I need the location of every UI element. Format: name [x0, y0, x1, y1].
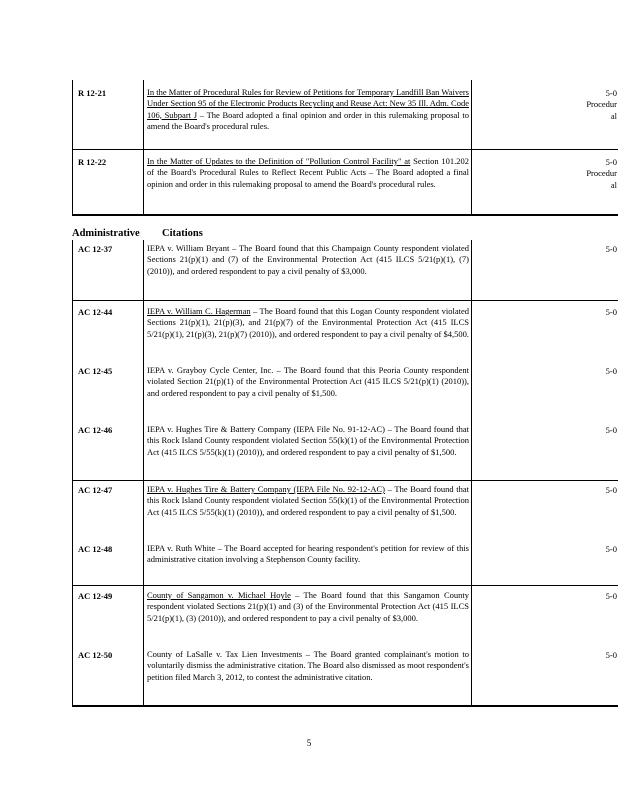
case-description	[147, 87, 469, 132]
section-heading-left: Administrative	[72, 228, 140, 239]
vote-cell	[547, 425, 617, 436]
vote-count: 5-0	[605, 157, 617, 167]
row-divider	[72, 480, 618, 481]
case-summary: – The Board found that this Logan County respondent violated Sections 21(p)(1), 21(p)(3), and 21(p)(7) of the Environmental Protection Act (415 ILCS 5/21(p)(1), 21(p)(3), 21(p)(7) (2010)), and ordered respondent to pay a civil penalty of $4,500.	[147, 306, 469, 339]
case-description	[147, 424, 469, 458]
vote-cell	[547, 591, 617, 602]
case-description	[147, 156, 469, 190]
row-divider	[72, 585, 618, 586]
vote-cell	[547, 544, 617, 555]
case-summary: IEPA v. William Bryant – The Board found that this Champaign County respondent violated Sections 21(p)(1) and (7) of the Environmental Protection Act (415 ILCS 5/21(p)(1), (7) (2010)), and ordered respondent to pay a civil penalty of $3,000.	[147, 243, 469, 276]
vote-count: 5-0	[605, 591, 617, 601]
vote-cell	[547, 307, 617, 318]
case-summary: – The Board found that this Rock Island County respondent violated Section 55(k)(1) of the Environmental Protection Act (415 ILCS 5/55(k)(1) (2010)), and ordered respondent to pay a civil penalty of $1,500.	[147, 484, 469, 517]
case-summary: IEPA v. Ruth White – The Board accepted for hearing respondent's petition for review of this administrative citation involving a Stephenson County facility.	[147, 543, 469, 565]
case-description	[147, 484, 469, 518]
case-caption: In the Matter of Procedural Rules for Review of Petitions for Temporary Landfill Ban Waivers Under Section 95 of the Electronic Products Recycling and Reuse Act: New 35 Ill. Adm. Code 106, Subpart J	[147, 87, 469, 120]
docket-number: AC 12-44	[78, 307, 113, 317]
vote-count: 5-0	[605, 544, 617, 554]
vote-cell	[547, 366, 617, 377]
case-caption: In the Matter of Updates to the Definition of "Pollution Control Facility" at	[147, 156, 411, 166]
vote-cell	[547, 244, 617, 255]
case-summary: IEPA v. Hughes Tire & Battery Company (IEPA File No. 91-12-AC) – The Board found that this Rock Island County respondent violated Section 55(k)(1) of the Environmental Protection Act (415 ILCS 5/55(k)(1) (2010)), and ordered respondent to pay a civil penalty of $1,500.	[147, 424, 469, 457]
docket-number: R 12-21	[78, 88, 107, 98]
vote-count: 5-0	[605, 650, 617, 660]
docket-number: R 12-22	[78, 157, 107, 167]
docket-number: AC 12-37	[78, 244, 113, 254]
docket-number: AC 12-47	[78, 485, 113, 495]
vote-cell	[547, 157, 617, 191]
case-caption: County of Sangamon v. Michael Hoyle	[147, 590, 291, 600]
case-description	[147, 649, 469, 683]
case-summary: – The Board found that this Sangamon County respondent violated Sections 21(p)(1) and (3) of the Environmental Protection Act (415 ILCS 5/21(p)(1), (3) (2010)), and ordered respondent to pay a civil penalty of $3,000.	[147, 590, 469, 623]
vote-cell	[547, 485, 617, 496]
docket-number: AC 12-49	[78, 591, 113, 601]
vote-cell	[547, 88, 617, 122]
docket-number: AC 12-45	[78, 366, 113, 376]
table-bottom-border	[72, 705, 618, 707]
case-summary: County of LaSalle v. Tax Lien Investments – The Board granted complainant's motion to voluntarily dismiss the administrative citation. The Board also dismissed as moot respondent's petition filed March 3, 2012, to contest the administrative citation.	[147, 649, 469, 682]
docket-number: AC 12-50	[78, 650, 113, 660]
vote-note: Procedur al	[586, 168, 617, 190]
vote-count: 5-0	[605, 425, 617, 435]
case-caption: IEPA v. Hughes Tire & Battery Company (IEPA File No. 92-12-AC)	[147, 484, 385, 494]
case-caption: IEPA v. William C. Hagerman	[147, 306, 251, 316]
docket-number: AC 12-48	[78, 544, 113, 554]
vote-count: 5-0	[605, 366, 617, 376]
case-description	[147, 365, 469, 399]
section-heading-right: Citations	[162, 228, 203, 239]
table-bottom-border	[72, 214, 618, 216]
vote-note: Procedur al	[586, 99, 617, 121]
case-description	[147, 306, 469, 340]
case-description	[147, 243, 469, 277]
case-summary: – The Board adopted a final opinion and order in this rulemaking proposal to amend the Board's procedural rules.	[147, 109, 469, 131]
row-divider	[72, 300, 618, 301]
case-description	[147, 543, 469, 566]
vote-count: 5-0	[605, 88, 617, 98]
vote-count: 5-0	[605, 307, 617, 317]
vote-count: 5-0	[605, 485, 617, 495]
docket-number: AC 12-46	[78, 425, 113, 435]
row-divider	[72, 149, 618, 150]
case-summary: IEPA v. Grayboy Cycle Center, Inc. – The Board found that this Peoria County respondent violated Section 21(p)(1) of the Environmental Protection Act (415 ILCS 5/21(p)(1) (2010)), and ordered respondent to pay a civil penalty of $1,500.	[147, 365, 469, 398]
case-description	[147, 590, 469, 624]
vote-count: 5-0	[605, 244, 617, 254]
vote-cell	[547, 650, 617, 661]
case-summary: Section 101.202 of the Board's Procedural Rules to Reflect Recent Public Acts – The Board adopted a final opinion and order in this rulemaking proposal to amend the Board's procedural rules.	[147, 156, 469, 189]
page-number: 5	[306, 738, 312, 748]
